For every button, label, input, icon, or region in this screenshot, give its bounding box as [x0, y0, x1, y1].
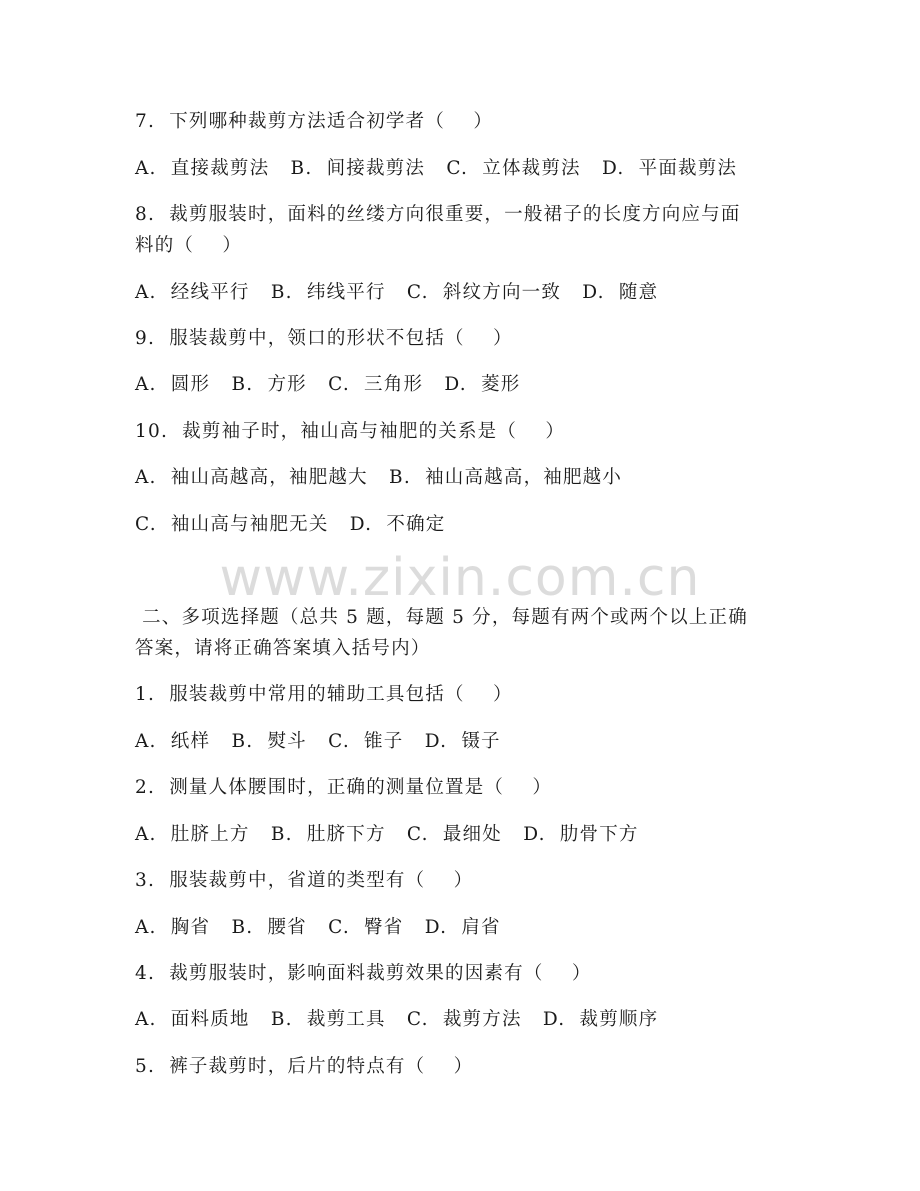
mc-question-1: 1. 服装裁剪中常用的辅助工具包括（ ）	[135, 684, 513, 705]
question-8-options: A. 经线平行 B. 纬线平行 C. 斜纹方向一致 D. 随意	[135, 282, 659, 303]
mc-question-1-options: A. 纸样 B. 熨斗 C. 锥子 D. 镊子	[135, 731, 501, 752]
question-10: 10. 裁剪袖子时，袖山高与袖肥的关系是（ ）	[135, 421, 566, 442]
section-two-heading-line1: 二、多项选择题（总共 5 题，每题 5 分，每题有两个或两个以上正确	[135, 607, 748, 628]
question-9: 9. 服装裁剪中，领口的形状不包括（ ）	[135, 328, 513, 349]
mc-question-2-options: A. 肚脐上方 B. 肚脐下方 C. 最细处 D. 肋骨下方	[135, 824, 639, 845]
mc-question-2: 2. 测量人体腰围时，正确的测量位置是（ ）	[135, 777, 553, 798]
mc-question-3: 3. 服装裁剪中，省道的类型有（ ）	[135, 870, 474, 891]
mc-question-5: 5. 裤子裁剪时，后片的特点有（ ）	[135, 1056, 474, 1077]
question-10-options-line2: C. 袖山高与袖肥无关 D. 不确定	[135, 514, 446, 535]
question-9-options: A. 圆形 B. 方形 C. 三角形 D. 菱形	[135, 374, 521, 395]
question-7-options: A. 直接裁剪法 B. 间接裁剪法 C. 立体裁剪法 D. 平面裁剪法	[135, 158, 738, 179]
watermark: www.zixin.com.cn	[219, 548, 701, 608]
question-8-line1: 8. 裁剪服装时，面料的丝缕方向很重要，一般裙子的长度方向应与面	[135, 204, 741, 225]
mc-question-3-options: A. 胸省 B. 腰省 C. 臀省 D. 肩省	[135, 917, 501, 938]
question-7: 7. 下列哪种裁剪方法适合初学者（ ）	[135, 111, 494, 132]
mc-question-4: 4. 裁剪服装时，影响面料裁剪效果的因素有（ ）	[135, 963, 592, 984]
mc-question-4-options: A. 面料质地 B. 裁剪工具 C. 裁剪方法 D. 裁剪顺序	[135, 1009, 659, 1030]
question-8-line2: 料的（ ）	[135, 235, 243, 256]
question-10-options-line1: A. 袖山高越高，袖肥越大 B. 袖山高越高，袖肥越小	[135, 467, 623, 488]
section-two-heading-line2: 答案，请将正确答案填入括号内）	[135, 638, 431, 659]
